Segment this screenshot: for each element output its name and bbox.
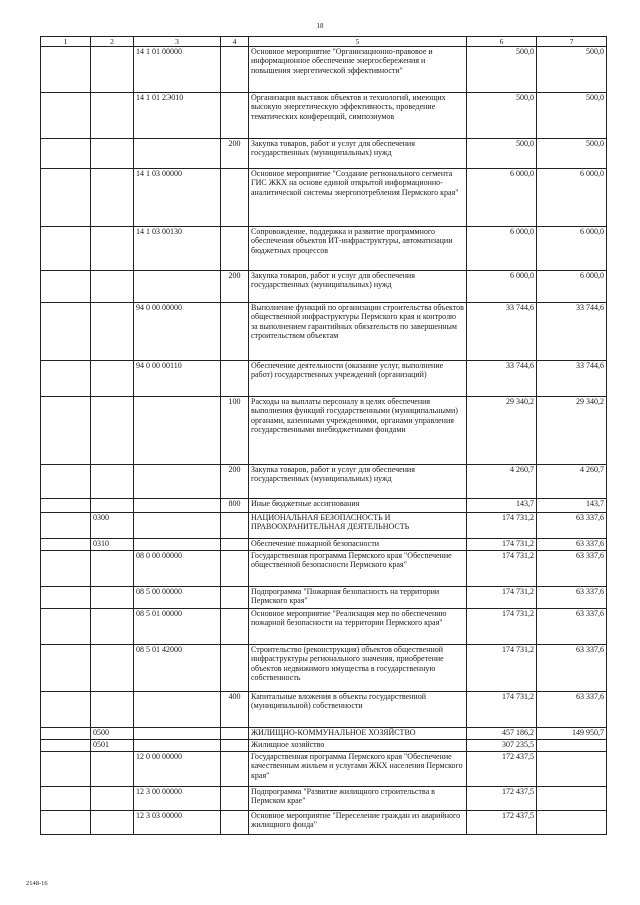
cell-amount-2: 63 337,6 [537,513,607,539]
cell-expense-type [221,539,249,551]
cell-section-code [91,397,134,465]
document-code: 2148-16 [26,880,48,887]
cell-target-article [134,728,221,740]
cell-section-code [91,465,134,499]
cell-name: Закупка товаров, работ и услуг для обеспечения государственных (муниципальных) нужд [249,139,467,169]
cell-col1 [41,227,91,271]
table-row [41,397,607,465]
cell-amount-1: 174 731,2 [467,645,537,692]
cell-name: НАЦИОНАЛЬНАЯ БЕЗОПАСНОСТЬ И ПРАВООХРАНИТЕЛЬНАЯ ДЕЯТЕЛЬНОСТЬ [249,513,467,539]
cell-col1 [41,692,91,728]
cell-amount-1: 33 744,6 [467,361,537,397]
cell-target-article: 14 1 03 00130 [134,227,221,271]
table-row [41,692,607,728]
cell-name: Строительство (реконструкция) объектов общественной инфраструктуры регионального значения, приобретение объектов недвижимого имущества в государственную собственность [249,645,467,692]
cell-expense-type [221,551,249,587]
cell-col1 [41,811,91,835]
table-row [41,787,607,811]
cell-amount-2: 149 950,7 [537,728,607,740]
page-number: 18 [316,22,324,30]
column-header: 5 [249,37,467,47]
cell-amount-2: 63 337,6 [537,587,607,609]
cell-name: Подпрограмма "Развитие жилищного строительства в Пермском крае" [249,787,467,811]
cell-expense-type [221,609,249,645]
cell-amount-2: 33 744,6 [537,303,607,361]
cell-amount-2 [537,740,607,752]
cell-amount-2 [537,787,607,811]
cell-name: Государственная программа Пермского края "Обеспечение общественной безопасности Пермского края" [249,551,467,587]
cell-amount-1: 174 731,2 [467,609,537,645]
cell-amount-1: 29 340,2 [467,397,537,465]
cell-amount-2: 143,7 [537,499,607,513]
cell-target-article [134,271,221,303]
cell-amount-2: 500,0 [537,47,607,93]
cell-expense-type: 200 [221,271,249,303]
cell-section-code: 0501 [91,740,134,752]
cell-name: Сопровождение, поддержка и развитие программного обеспечения объектов ИТ-инфраструктуры, автоматизации бюджетных процессов [249,227,467,271]
cell-col1 [41,513,91,539]
cell-name: Государственная программа Пермского края "Обеспечение качественным жильем и услугами ЖКХ населения Пермского края" [249,752,467,787]
cell-target-article [134,397,221,465]
cell-target-article: 14 1 01 00000 [134,47,221,93]
cell-col1 [41,609,91,645]
cell-target-article [134,499,221,513]
cell-amount-2 [537,811,607,835]
cell-expense-type [221,752,249,787]
table-row [41,513,607,539]
cell-expense-type [221,811,249,835]
cell-expense-type [221,740,249,752]
cell-target-article: 12 3 00 00000 [134,787,221,811]
cell-col1 [41,499,91,513]
cell-target-article [134,465,221,499]
cell-name: Подпрограмма "Пожарная безопасность на территории Пермского края" [249,587,467,609]
cell-section-code [91,361,134,397]
cell-amount-1: 174 731,2 [467,692,537,728]
cell-target-article: 94 0 00 00110 [134,361,221,397]
cell-amount-1: 174 731,2 [467,539,537,551]
cell-amount-1: 33 744,6 [467,303,537,361]
cell-name: Закупка товаров, работ и услуг для обеспечения государственных (муниципальных) нужд [249,271,467,303]
cell-amount-2: 6 000,0 [537,271,607,303]
cell-name: Капитальные вложения в объекты государственной (муниципальной) собственности [249,692,467,728]
cell-name: Основное мероприятие "Переселение граждан из аварийного жилищного фонда" [249,811,467,835]
cell-target-article: 14 1 03 00000 [134,169,221,227]
cell-section-code [91,499,134,513]
cell-expense-type: 400 [221,692,249,728]
cell-col1 [41,539,91,551]
column-header: 7 [537,37,607,47]
column-header: 1 [41,37,91,47]
cell-section-code [91,169,134,227]
cell-amount-1: 6 000,0 [467,227,537,271]
cell-amount-2: 29 340,2 [537,397,607,465]
cell-amount-1: 174 731,2 [467,551,537,587]
cell-amount-1: 174 731,2 [467,587,537,609]
cell-target-article [134,513,221,539]
cell-col1 [41,740,91,752]
header-row [41,37,607,47]
table-row [41,271,607,303]
cell-target-article [134,692,221,728]
cell-expense-type: 200 [221,465,249,499]
cell-target-article: 94 0 00 00000 [134,303,221,361]
cell-amount-1: 457 186,2 [467,728,537,740]
cell-expense-type: 100 [221,397,249,465]
cell-amount-1: 143,7 [467,499,537,513]
cell-section-code [91,752,134,787]
cell-col1 [41,465,91,499]
cell-expense-type [221,728,249,740]
cell-expense-type [221,587,249,609]
cell-col1 [41,752,91,787]
cell-amount-2: 500,0 [537,93,607,139]
cell-target-article: 12 0 00 00000 [134,752,221,787]
column-header: 4 [221,37,249,47]
cell-amount-1: 172 437,5 [467,787,537,811]
cell-amount-2: 63 337,6 [537,609,607,645]
column-header: 3 [134,37,221,47]
cell-col1 [41,303,91,361]
cell-section-code [91,609,134,645]
table-row [41,752,607,787]
cell-col1 [41,728,91,740]
cell-amount-1: 500,0 [467,47,537,93]
cell-expense-type [221,303,249,361]
cell-expense-type [221,645,249,692]
table-row [41,361,607,397]
cell-amount-2: 63 337,6 [537,551,607,587]
cell-section-code [91,787,134,811]
cell-name: ЖИЛИЩНО-КОММУНАЛЬНОЕ ХОЗЯЙСТВО [249,728,467,740]
cell-amount-1: 172 437,5 [467,752,537,787]
cell-col1 [41,139,91,169]
cell-name: Иные бюджетные ассигнования [249,499,467,513]
table-row [41,303,607,361]
table-row [41,740,607,752]
cell-amount-1: 172 437,5 [467,811,537,835]
cell-amount-2: 6 000,0 [537,169,607,227]
cell-expense-type: 800 [221,499,249,513]
cell-name: Жилищное хозяйство [249,740,467,752]
budget-table [40,36,607,835]
cell-section-code: 0500 [91,728,134,740]
cell-name: Выполнение функций по организации строительства объектов общественной инфраструктуры Пермского края и контролю за выполнением гарантийных обязательств по завершенным строительством объектам [249,303,467,361]
table-row [41,93,607,139]
table-row [41,811,607,835]
cell-section-code [91,47,134,93]
table-row [41,728,607,740]
cell-name: Закупка товаров, работ и услуг для обеспечения государственных (муниципальных) нужд [249,465,467,499]
cell-target-article: 08 5 01 42000 [134,645,221,692]
table-row [41,227,607,271]
column-header: 2 [91,37,134,47]
cell-name: Основное мероприятие "Организационно-правовое и информационное обеспечение энергосбережения и повышения энергетической эффективности" [249,47,467,93]
cell-expense-type [221,513,249,539]
cell-amount-1: 307 235,5 [467,740,537,752]
cell-section-code: 0310 [91,539,134,551]
cell-expense-type: 200 [221,139,249,169]
cell-target-article [134,539,221,551]
cell-amount-1: 6 000,0 [467,271,537,303]
cell-section-code: 0300 [91,513,134,539]
cell-col1 [41,47,91,93]
cell-col1 [41,551,91,587]
cell-col1 [41,397,91,465]
cell-section-code [91,587,134,609]
cell-amount-1: 500,0 [467,139,537,169]
table-row [41,139,607,169]
cell-name: Основное мероприятие "Реализация мер по обеспечению пожарной безопасности на территории Пермского края" [249,609,467,645]
cell-expense-type [221,787,249,811]
cell-target-article [134,139,221,169]
cell-target-article: 08 5 01 00000 [134,609,221,645]
cell-expense-type [221,227,249,271]
table-row [41,47,607,93]
cell-col1 [41,787,91,811]
cell-target-article: 08 5 00 00000 [134,587,221,609]
cell-section-code [91,139,134,169]
cell-section-code [91,271,134,303]
cell-section-code [91,811,134,835]
cell-target-article: 08 0 00 00000 [134,551,221,587]
cell-section-code [91,303,134,361]
cell-expense-type [221,169,249,227]
table-row [41,539,607,551]
table-row [41,465,607,499]
cell-section-code [91,93,134,139]
cell-amount-2: 63 337,6 [537,539,607,551]
table-row [41,551,607,587]
cell-expense-type [221,47,249,93]
cell-col1 [41,645,91,692]
cell-amount-2: 500,0 [537,139,607,169]
cell-target-article: 14 1 01 2Э010 [134,93,221,139]
cell-name: Обеспечение пожарной безопасности [249,539,467,551]
table-row [41,645,607,692]
cell-amount-2: 6 000,0 [537,227,607,271]
cell-amount-1: 4 260,7 [467,465,537,499]
cell-expense-type [221,93,249,139]
cell-expense-type [221,361,249,397]
cell-amount-2: 4 260,7 [537,465,607,499]
cell-amount-2 [537,752,607,787]
cell-amount-1: 500,0 [467,93,537,139]
column-header: 6 [467,37,537,47]
cell-amount-1: 174 731,2 [467,513,537,539]
cell-amount-2: 33 744,6 [537,361,607,397]
cell-name: Обеспечение деятельности (оказание услуг, выполнение работ) государственных учреждений (организаций) [249,361,467,397]
cell-col1 [41,271,91,303]
cell-col1 [41,169,91,227]
cell-amount-2: 63 337,6 [537,692,607,728]
cell-section-code [91,551,134,587]
table-row [41,169,607,227]
cell-section-code [91,227,134,271]
table-row [41,609,607,645]
cell-amount-2: 63 337,6 [537,645,607,692]
cell-col1 [41,361,91,397]
cell-name: Основное мероприятие "Создание регионального сегмента ГИС ЖКХ на основе единой открытой информационно-аналитической системы энергопотребления Пермского края" [249,169,467,227]
cell-name: Организация выставок объектов и технологий, имеющих высокую энергетическую эффективность, проведение тематических конференций, симпозиумов [249,93,467,139]
cell-name: Расходы на выплаты персоналу в целях обеспечения выполнения функций государственными (муниципальными) органами, казенными учреждениями, органами управления государственными внебюджетными фондами [249,397,467,465]
cell-target-article [134,740,221,752]
cell-target-article: 12 3 03 00000 [134,811,221,835]
cell-amount-1: 6 000,0 [467,169,537,227]
cell-section-code [91,692,134,728]
table-row [41,499,607,513]
cell-section-code [91,645,134,692]
cell-col1 [41,587,91,609]
table-row [41,587,607,609]
cell-col1 [41,93,91,139]
